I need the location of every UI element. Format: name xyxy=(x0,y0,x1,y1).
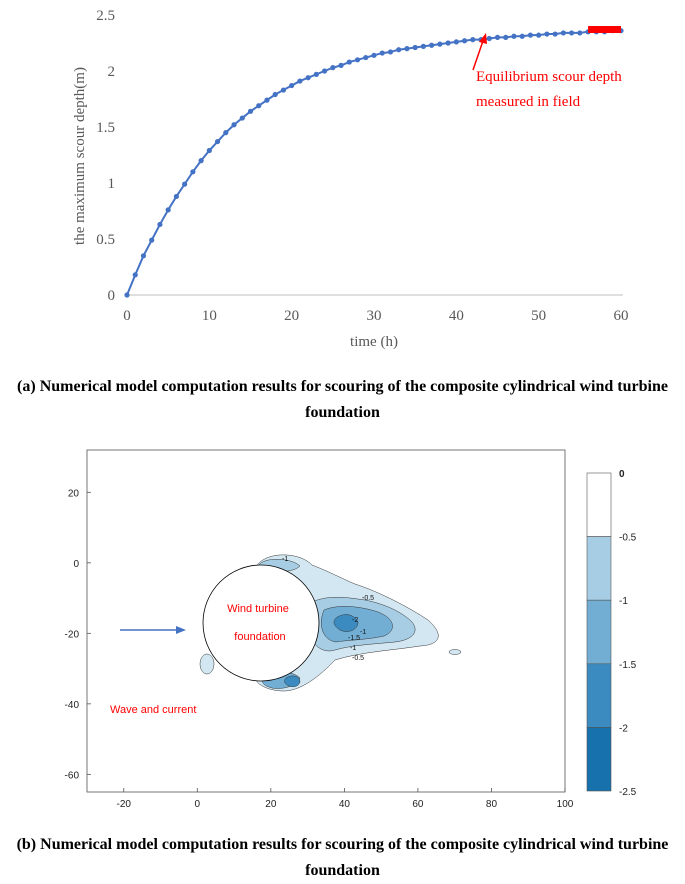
data-point xyxy=(569,30,574,35)
x-tick-label: 100 xyxy=(556,799,574,810)
x-tick-label: 0 xyxy=(194,799,201,810)
data-point xyxy=(174,194,179,199)
data-point xyxy=(314,72,319,77)
x-tick-label: 60 xyxy=(613,308,629,324)
data-point xyxy=(388,49,393,54)
y-tick-label: 1 xyxy=(107,176,115,192)
data-point xyxy=(141,253,146,258)
colorbar-segment xyxy=(587,537,611,601)
x-tick-label: 50 xyxy=(531,308,547,324)
x-tick-label: 40 xyxy=(448,308,464,324)
colorbar-segment xyxy=(587,664,611,728)
data-point xyxy=(149,238,154,243)
data-point xyxy=(421,44,426,49)
data-point xyxy=(404,46,409,51)
data-point xyxy=(223,130,228,135)
data-point xyxy=(240,115,245,120)
colorbar-segment xyxy=(587,600,611,664)
x-tick-label: 20 xyxy=(265,799,277,810)
data-point xyxy=(396,47,401,52)
data-point xyxy=(446,40,451,45)
data-point xyxy=(462,38,467,43)
data-point xyxy=(577,30,582,35)
colorbar-label: 0 xyxy=(619,469,625,480)
data-point xyxy=(215,139,220,144)
x-tick-label: -20 xyxy=(116,799,131,810)
colorbar-segment xyxy=(587,473,611,537)
data-point xyxy=(264,98,269,103)
data-point xyxy=(544,31,549,36)
caption-b: (b) Numerical model computation results for scouring of the composite cylindrical wind turbine foundation xyxy=(16,836,669,879)
colorbar-segment xyxy=(587,727,611,791)
flow-label: Wave and current xyxy=(110,704,197,716)
y-axis-label: the maximum scour depth(m) xyxy=(72,67,88,245)
contour-label: -1.5 xyxy=(348,635,361,642)
data-point xyxy=(199,158,204,163)
y-tick-label: 0 xyxy=(107,288,115,304)
data-point xyxy=(248,109,253,114)
data-point xyxy=(413,45,418,50)
foundation-label-line-2: foundation xyxy=(234,631,286,643)
data-point xyxy=(371,53,376,58)
data-point xyxy=(190,169,195,174)
contour-label: -0.5 xyxy=(352,655,365,662)
y-tick-label: -40 xyxy=(64,699,79,711)
data-point xyxy=(322,68,327,73)
data-point xyxy=(503,35,508,40)
x-tick-label: 30 xyxy=(366,308,382,324)
annotation-line-2: measured in field xyxy=(476,94,581,110)
contour-island-left xyxy=(200,654,214,674)
contour-label: -1 xyxy=(350,645,357,652)
data-point xyxy=(454,39,459,44)
x-axis-label: time (h) xyxy=(350,334,398,350)
y-tick-label: 1.5 xyxy=(96,120,115,136)
wind-turbine-foundation xyxy=(203,565,319,681)
data-point xyxy=(363,55,368,60)
y-tick-label: 20 xyxy=(67,488,79,500)
data-point xyxy=(281,87,286,92)
contour-island-right xyxy=(449,650,461,655)
data-point xyxy=(124,292,129,297)
scour-contour-map xyxy=(0,440,685,820)
colorbar-label: -2.5 xyxy=(619,787,637,798)
data-point xyxy=(487,36,492,41)
data-point xyxy=(297,78,302,83)
contour-label: -0.5 xyxy=(362,595,375,602)
x-tick-label: 40 xyxy=(338,799,350,810)
data-point xyxy=(256,103,261,108)
x-tick-label: 60 xyxy=(412,799,424,810)
data-point xyxy=(520,34,525,39)
data-point xyxy=(495,35,500,40)
x-tick-label: 0 xyxy=(123,308,131,324)
data-point xyxy=(338,63,343,68)
data-point xyxy=(166,207,171,212)
contour-label: -2 xyxy=(352,617,359,624)
y-tick-label: 2.5 xyxy=(96,8,115,24)
data-point xyxy=(561,30,566,35)
data-point xyxy=(347,59,352,64)
caption-a: (a) Numerical model computation results for scouring of the composite cylindrical wind turbine foundation xyxy=(17,378,668,421)
x-tick-label: 10 xyxy=(201,308,217,324)
data-point xyxy=(355,57,360,62)
contour-label: -1 xyxy=(360,629,367,636)
y-tick-label: 0 xyxy=(73,558,79,570)
colorbar-label: -2 xyxy=(619,723,628,735)
x-tick-label: 20 xyxy=(284,308,300,324)
data-point xyxy=(511,34,516,39)
data-point xyxy=(330,65,335,70)
y-tick-label: 2 xyxy=(107,64,115,80)
colorbar-label: -1 xyxy=(619,596,628,608)
data-point xyxy=(231,122,236,127)
y-tick-label: -20 xyxy=(64,629,79,641)
scour-depth-chart xyxy=(56,0,641,360)
data-point xyxy=(553,31,558,36)
data-point xyxy=(429,43,434,48)
data-point xyxy=(289,83,294,88)
data-point xyxy=(182,182,187,187)
annotation-line-1: Equilibrium scour depth xyxy=(476,69,622,85)
data-point xyxy=(207,148,212,153)
x-tick-label: 80 xyxy=(485,799,498,810)
colorbar-label: -0.5 xyxy=(619,532,637,544)
data-point xyxy=(380,50,385,55)
data-point xyxy=(470,37,475,42)
data-point xyxy=(528,33,533,38)
colorbar-label: -1.5 xyxy=(619,659,637,671)
data-point xyxy=(157,222,162,227)
foundation-label-line-1: Wind turbine xyxy=(227,603,289,615)
data-point xyxy=(306,75,311,80)
contour-label: -1 xyxy=(282,556,289,563)
y-tick-label: -60 xyxy=(64,770,79,782)
data-point xyxy=(273,92,278,97)
y-tick-label: 0.5 xyxy=(96,232,115,248)
data-point xyxy=(133,272,138,277)
data-point xyxy=(536,33,541,38)
data-point xyxy=(437,42,442,47)
